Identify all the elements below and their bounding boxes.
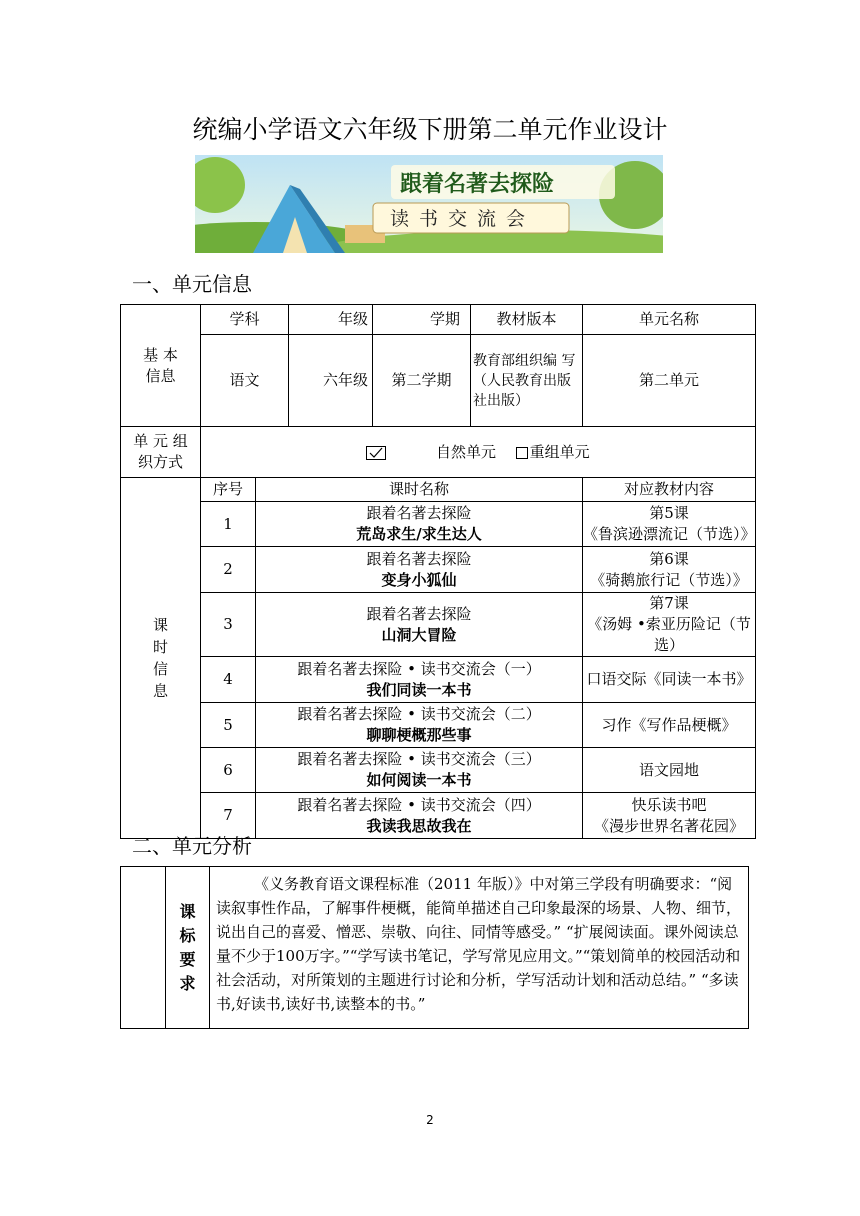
lesson-no: 7	[201, 793, 256, 839]
value-subject: 语文	[201, 335, 289, 427]
org-options	[201, 427, 756, 478]
header-subject: 学科	[201, 305, 289, 335]
lesson-subtitle: 如何阅读一本书	[366, 771, 472, 789]
value-edition: 教育部组织编 写（人民教育出版社出版）	[471, 335, 583, 427]
lesson-subtitle: 山洞大冒险	[381, 625, 457, 644]
value-grade: 六年级	[289, 335, 373, 427]
lesson-name: 跟着名著去探险 • 读书交流会（四）	[297, 795, 541, 814]
checked-box-icon	[366, 446, 386, 460]
lesson-content: 习作《写作品梗概》	[601, 715, 737, 734]
lesson-subtitle: 我读我思故我在	[366, 816, 472, 835]
table-row	[121, 502, 756, 547]
lesson-no: 5	[201, 703, 256, 748]
lesson-no: 4	[201, 657, 256, 703]
lesson-subtitle: 聊聊梗概那些事	[366, 726, 472, 744]
table-row	[121, 657, 756, 703]
banner-title: 跟着名著去探险	[400, 172, 555, 197]
table-row	[121, 593, 756, 657]
table-row	[121, 703, 756, 748]
analysis-label: 课 标 要 求	[166, 867, 210, 1029]
lesson-name: 跟着名著去探险	[366, 504, 472, 522]
lessons-header-name: 课时名称	[256, 478, 583, 502]
org-natural-label: 自然单元	[436, 442, 497, 461]
lesson-no: 2	[201, 547, 256, 593]
lesson-name: 跟着名著去探险 • 读书交流会（二）	[297, 705, 541, 723]
document-title: 统编小学语文六年级下册第二单元作业设计	[192, 115, 668, 144]
table-row	[121, 748, 756, 793]
table-row	[121, 547, 756, 593]
lesson-content-book: 《汤姆 •索亚历险记（节选）	[587, 615, 751, 654]
basic-info-label: 基 本 信息	[121, 305, 201, 427]
section-heading-unit-info: 一、单元信息	[132, 272, 252, 296]
lesson-subtitle: 我们同读一本书	[366, 680, 472, 699]
lessons-header-no: 序号	[201, 478, 256, 502]
header-grade: 年级	[289, 305, 373, 335]
value-unit-name: 第二单元	[583, 335, 756, 427]
lessons-header-content: 对应教材内容	[583, 478, 756, 502]
lesson-content: 快乐读书吧	[631, 795, 707, 814]
lesson-content: 第7课	[649, 594, 689, 612]
lesson-content: 第6课	[649, 549, 689, 568]
analysis-text	[210, 867, 749, 1029]
header-edition: 教材版本	[471, 305, 583, 335]
lesson-subtitle: 变身小狐仙	[381, 570, 457, 589]
analysis-paragraph: 《义务教育语文课程标准（2011 年版）》中对第三学段有明确要求：“阅读叙事性作品，了解事件梗概，能简单描述自己印象最深的场景、人物、细节，说出自己的喜爱、憎恶、崇敬、向往、同情等感受。” “扩展阅读面。课外阅读总量不少于100万字。”“学写读书笔记，学写常见应用文。”“策划简单的校园活动和社会活动，对所策划的主题进行讨论和分析，学写活动计划和活动总结。” “多读书,好读书,读好书,读整本的书。”	[216, 875, 742, 1013]
header-term: 学期	[373, 305, 471, 335]
unchecked-box-icon	[516, 447, 528, 459]
lesson-content: 语文园地	[639, 760, 700, 779]
page-number: 2	[426, 1113, 434, 1127]
lesson-no: 6	[201, 748, 256, 793]
lesson-no: 1	[201, 502, 256, 547]
lesson-name: 跟着名著去探险 • 读书交流会（三）	[297, 750, 541, 768]
analysis-blank-cell	[121, 867, 166, 1029]
lesson-content-book: 《鲁滨逊漂流记（节选）》	[583, 525, 756, 543]
lesson-content: 口语交际《同读一本书》	[586, 670, 752, 688]
lesson-name: 跟着名著去探险	[366, 604, 472, 623]
org-label: 单 元 组 织方式	[121, 427, 201, 478]
banner-image	[195, 155, 663, 253]
lesson-content: 第5课	[649, 504, 689, 522]
unit-info-table	[120, 304, 756, 839]
lesson-no: 3	[201, 593, 256, 657]
header-unit-name: 单元名称	[583, 305, 756, 335]
lessons-label: 课 时 信 息	[121, 478, 201, 839]
section-heading-unit-analysis: 二、单元分析	[132, 834, 252, 858]
banner-subtitle: 读书交流会	[390, 208, 536, 230]
lesson-name: 跟着名著去探险	[366, 549, 472, 568]
lesson-subtitle: 荒岛求生/求生达人	[356, 525, 482, 543]
value-term: 第二学期	[373, 335, 471, 427]
lesson-content-book: 《骑鹅旅行记（节选）》	[590, 570, 748, 589]
lesson-name: 跟着名著去探险 • 读书交流会（一）	[297, 659, 541, 678]
lesson-content-book: 《漫步世界名著花园》	[594, 816, 745, 835]
unit-analysis-table	[120, 866, 749, 1029]
org-regroup-label: 重组单元	[529, 442, 590, 461]
